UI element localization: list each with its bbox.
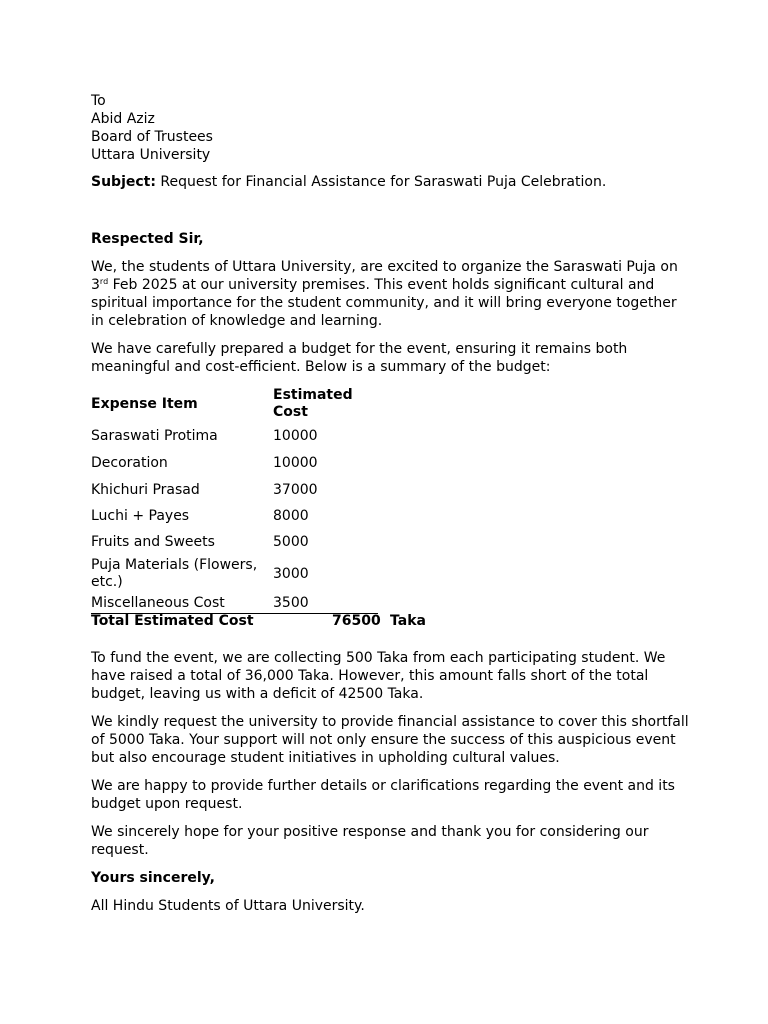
header-estimated-cost: Estimated Cost xyxy=(273,387,353,420)
address-block xyxy=(91,92,681,164)
subject-label: Subject: xyxy=(91,174,156,190)
total-label: Total Estimated Cost xyxy=(91,613,254,629)
table-row-item: Saraswati Protima xyxy=(91,428,218,444)
table-row-item: Puja Materials (Flowers, etc.) xyxy=(91,557,258,590)
paragraph-intro-line1: We, the students of Uttara University, are excited to organize the Saraswati Puja on xyxy=(91,259,678,275)
address-institution: Uttara University xyxy=(91,147,211,163)
table-row-cost: 5000 xyxy=(273,534,309,550)
paragraph-budget-intro: We have carefully prepared a budget for the event, ensuring it remains both meaningful and cost-efficient. Below is a summary of the budget: xyxy=(91,341,628,375)
table-row-cost: 3500 xyxy=(273,595,309,611)
paragraph-funding: To fund the event, we are collecting 500 Taka from each participating student. We have raised a total of 36,000 Taka. However, this amount falls short of the total budget, leaving us with a deficit of 42500 Taka. xyxy=(91,650,666,702)
ordinal-suffix: rd xyxy=(99,277,109,286)
paragraph-intro-line3: spiritual importance for the student community, and it will bring everyone together xyxy=(91,295,677,311)
paragraph-intro xyxy=(91,258,691,330)
address-position: Board of Trustees xyxy=(91,129,213,145)
closing: Yours sincerely, xyxy=(91,870,215,886)
signature: All Hindu Students of Uttara University. xyxy=(91,898,365,914)
table-row-cost: 10000 xyxy=(273,455,318,471)
paragraph-request: We kindly request the university to provide financial assistance to cover this shortfall of 5000 Taka. Your support will not only ensure the success of this auspicious event but also encourage student initiatives in upholding cultural values. xyxy=(91,714,689,766)
subject-line xyxy=(91,173,681,191)
address-to: To xyxy=(91,93,106,109)
header-expense-item: Expense Item xyxy=(91,396,198,412)
table-row-item: Fruits and Sweets xyxy=(91,534,215,550)
table-row-item: Decoration xyxy=(91,455,168,471)
table-row-item: Khichuri Prasad xyxy=(91,482,200,498)
paragraph-intro-line2: 3rd Feb 2025 at our university premises. This event holds significant cultural and xyxy=(91,277,655,293)
salutation: Respected Sir, xyxy=(91,231,204,247)
paragraph-thanks: We sincerely hope for your positive response and thank you for considering our request. xyxy=(91,824,649,858)
table-row-cost: 37000 xyxy=(273,482,318,498)
total-value: 76500 xyxy=(332,613,381,629)
table-row-cost: 3000 xyxy=(273,566,309,582)
table-row-cost: 8000 xyxy=(273,508,309,524)
subject-text: Request for Financial Assistance for Saraswati Puja Celebration. xyxy=(155,174,607,190)
total-unit: Taka xyxy=(390,613,426,629)
table-row-item: Luchi + Payes xyxy=(91,508,190,524)
table-row-item: Miscellaneous Cost xyxy=(91,595,225,611)
table-row-cost: 10000 xyxy=(273,428,318,444)
address-name: Abid Aziz xyxy=(91,111,155,127)
paragraph-intro-line4: in celebration of knowledge and learning. xyxy=(91,313,383,329)
paragraph-details: We are happy to provide further details or clarifications regarding the event and its budget upon request. xyxy=(91,778,675,812)
